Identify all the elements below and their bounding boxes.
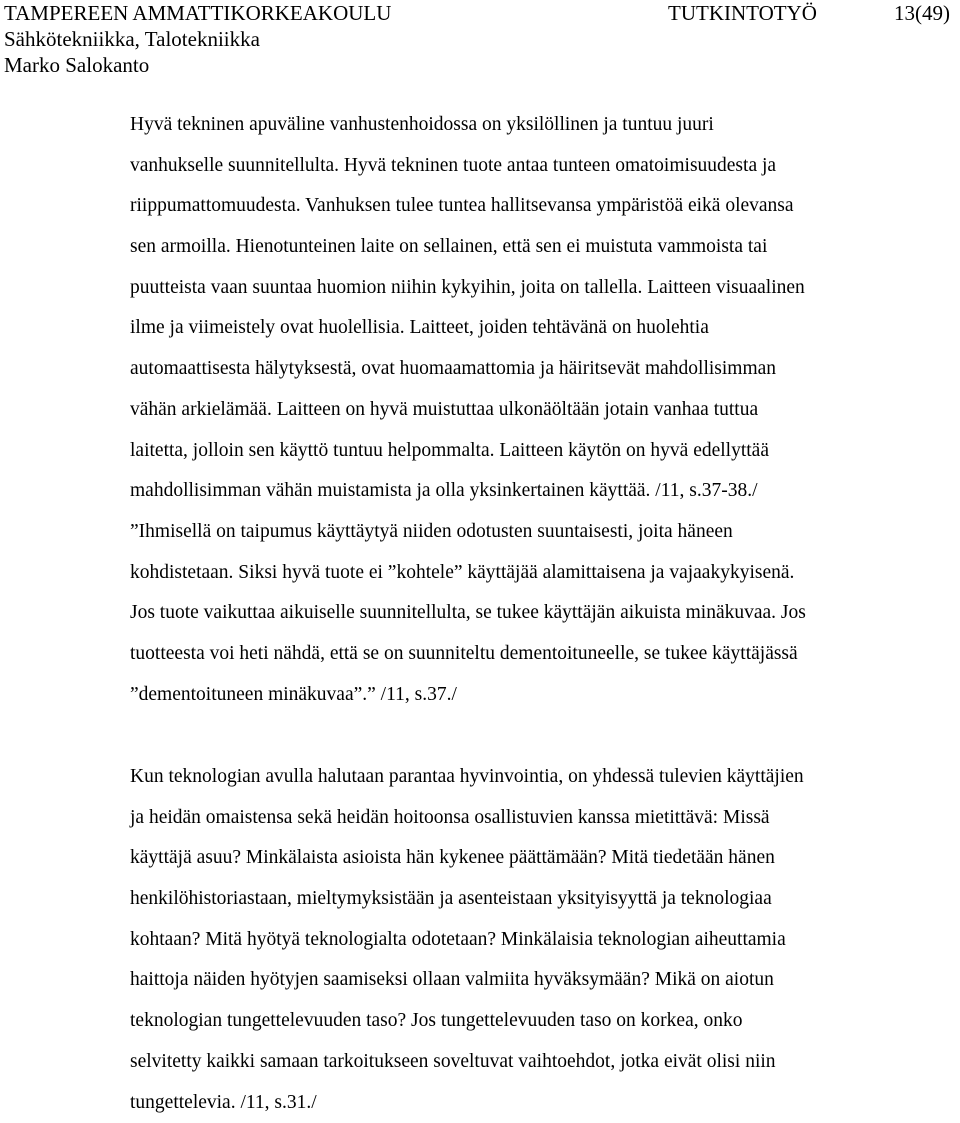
text-line: Hyvä tekninen apuväline vanhustenhoidossa on yksilöllinen ja tuntuu juuri bbox=[130, 105, 930, 146]
text-line: käyttäjä asuu? Minkälaista asioista hän kykenee päättämään? Mitä tiedetään hänen bbox=[130, 838, 930, 879]
text-line: ilme ja viimeistely ovat huolellisia. Laitteet, joiden tehtävänä on huolehtia bbox=[130, 308, 930, 349]
text-line: tuotteesta voi heti nähdä, että se on suunniteltu dementoituneelle, se tukee käyttäjässä bbox=[130, 634, 930, 675]
header-row-1 bbox=[4, 0, 956, 26]
text-line: riippumattomuudesta. Vanhuksen tulee tuntea hallitsevansa ympäristöä eikä olevansa bbox=[130, 186, 930, 227]
text-line: automaattisesta hälytyksestä, ovat huomaamattomia ja häiritsevät mahdollisimman bbox=[130, 349, 930, 390]
text-line: ja heidän omaistensa sekä heidän hoitoonsa osallistuvien kanssa mietittävä: Missä bbox=[130, 798, 930, 839]
paragraph-1 bbox=[130, 105, 930, 715]
text-line: vähän arkielämää. Laitteen on hyvä muistuttaa ulkonäöltään jotain vanhaa tuttua bbox=[130, 390, 930, 431]
text-line: kohdistetaan. Siksi hyvä tuote ei ”kohtele” käyttäjää alamittaisena ja vajaakykyisenä. bbox=[130, 553, 930, 594]
text-line: Kun teknologian avulla halutaan parantaa hyvinvointia, on yhdessä tulevien käyttäjien bbox=[130, 757, 930, 798]
text-line: mahdollisimman vähän muistamista ja olla yksinkertainen käyttää. /11, s.37-38./ bbox=[130, 471, 930, 512]
text-line: selvitetty kaikki samaan tarkoitukseen soveltuvat vaihtoehdot, jotka eivät olisi niin bbox=[130, 1042, 930, 1083]
text-line: Jos tuote vaikuttaa aikuiselle suunnitellulta, se tukee käyttäjän aikuista minäkuvaa. Jos bbox=[130, 593, 930, 634]
text-line: laitetta, jolloin sen käyttö tuntuu helpommalta. Laitteen käytön on hyvä edellyttää bbox=[130, 431, 930, 472]
header-row-2 bbox=[4, 26, 956, 52]
text-line: tungettelevia. /11, s.31./ bbox=[130, 1083, 930, 1123]
text-line: henkilöhistoriastaan, mieltymyksistään ja asenteistaan yksityisyyttä ja teknologiaa bbox=[130, 879, 930, 920]
text-line: ”Ihmisellä on taipumus käyttäytyä niiden odotusten suuntaisesti, joita häneen bbox=[130, 512, 930, 553]
document-type: TUTKINTOTYÖ bbox=[668, 0, 817, 26]
text-line: ”dementoituneen minäkuvaa”.” /11, s.37./ bbox=[130, 675, 930, 716]
text-line: haittoja näiden hyötyjen saamiseksi ollaan valmiita hyväksymään? Mikä on aiotun bbox=[130, 960, 930, 1001]
author: Marko Salokanto bbox=[4, 52, 149, 78]
header-row-3 bbox=[4, 52, 956, 78]
text-line: sen armoilla. Hienotunteinen laite on sellainen, että sen ei muistuta vammoista tai bbox=[130, 227, 930, 268]
department: Sähkötekniikka, Talotekniikka bbox=[4, 26, 260, 52]
page-header bbox=[4, 0, 956, 78]
text-line: teknologian tungettelevuuden taso? Jos tungettelevuuden taso on korkea, onko bbox=[130, 1001, 930, 1042]
page-number: 13(49) bbox=[894, 0, 950, 26]
text-line: kohtaan? Mitä hyötyä teknologialta odotetaan? Minkälaisia teknologian aiheuttamia bbox=[130, 920, 930, 961]
institution-name: TAMPEREEN AMMATTIKORKEAKOULU bbox=[4, 0, 391, 26]
text-line: vanhukselle suunnitellulta. Hyvä tekninen tuote antaa tunteen omatoimisuudesta ja bbox=[130, 146, 930, 187]
paragraph-2 bbox=[130, 757, 930, 1123]
text-line: puutteista vaan suuntaa huomion niihin kykyihin, joita on tallella. Laitteen visuaalinen bbox=[130, 268, 930, 309]
